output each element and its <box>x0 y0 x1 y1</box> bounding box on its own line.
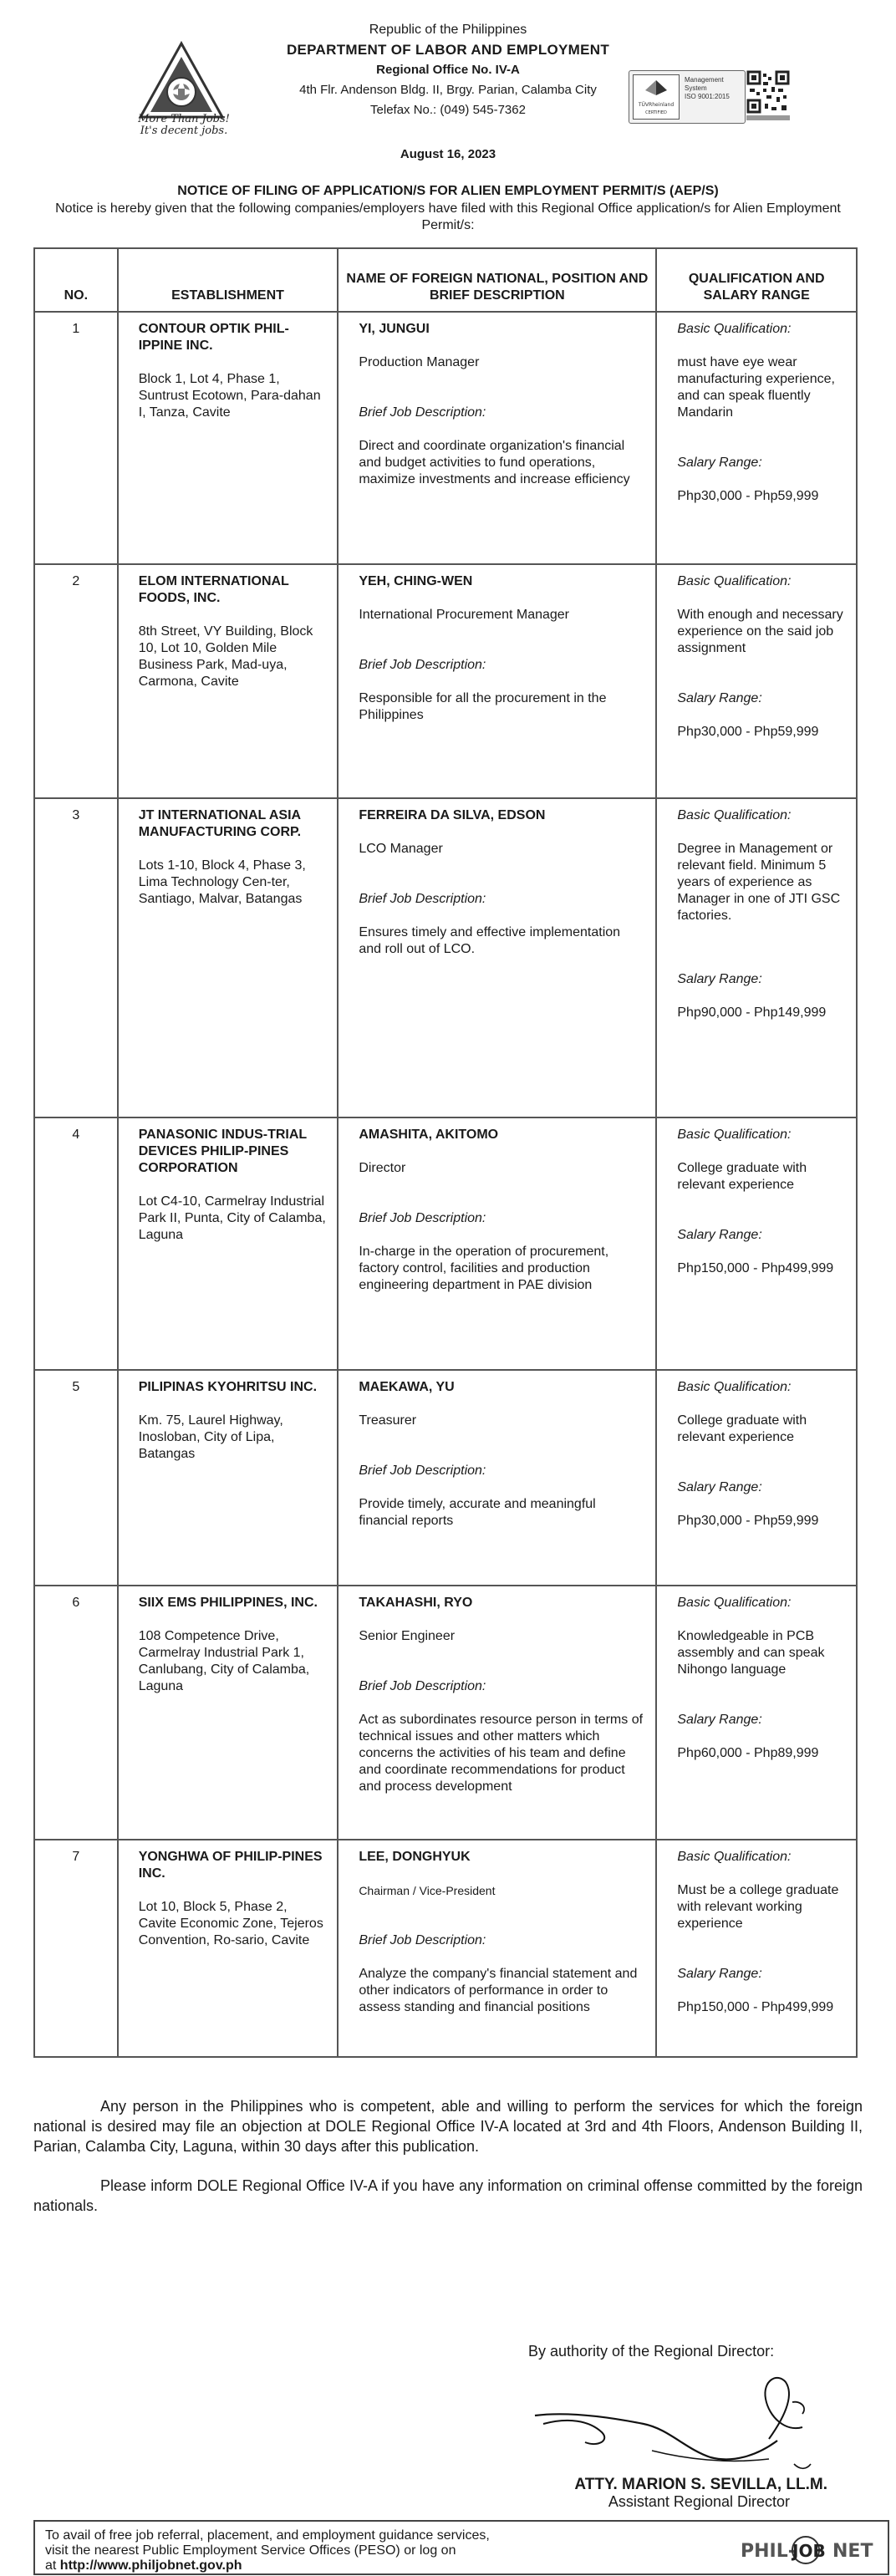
establishment-address: Lots 1-10, Block 4, Phase 3, Lima Technology Cen-ter, Santiago, Malvar, Batangas <box>138 858 306 906</box>
salary-range-label: Salary Range: <box>677 972 762 986</box>
foreign-national-name: AMASHITA, AKITOMO <box>359 1128 499 1142</box>
qualification-value: must have eye wear manufacturing experience, and can speak fluently Mandarin <box>677 355 835 420</box>
footer-line-1: To avail of free job referral, placement, and employment guidance services, <box>45 2528 490 2543</box>
row-number: 3 <box>34 798 118 1117</box>
logo-text-c: NET <box>832 2541 873 2562</box>
foreign-national-name: LEE, DONGHYUK <box>359 1850 471 1864</box>
regional-office: Regional Office No. IV-A <box>376 63 520 77</box>
notice-date: August 16, 2023 <box>400 147 496 161</box>
signatory-title: Assistant Regional Director <box>608 2493 790 2510</box>
position: LCO Manager <box>359 842 443 856</box>
office-address: 4th Flr. Andenson Bldg. II, Brgy. Parian, Calamba City <box>299 83 597 97</box>
objection-paragraph: Any person in the Philippines who is competent, able and willing to perform the services for which the foreign national is desired may file an objection at DOLE Regional Office IV-A located at 3rd and 4th Floors, Andenson Building II, Parian, Calamba City, Laguna, within 30 days after this publication. <box>33 2098 863 2155</box>
qualification-value: College graduate with relevant experience <box>677 1161 807 1192</box>
position: Production Manager <box>359 355 480 369</box>
establishment-cell <box>118 1840 339 2057</box>
establishment-name: PILIPINAS KYOHRITSU INC. <box>138 1380 318 1394</box>
letterhead <box>0 0 896 137</box>
authority-line: By authority of the Regional Director: <box>528 2343 775 2360</box>
establishment-name: PANASONIC INDUS-TRIAL DEVICES PHILIP-PINES CORPORATION <box>138 1128 307 1175</box>
establishment-cell <box>118 1117 339 1370</box>
qualification-cell <box>656 1586 857 1840</box>
salary-range-label: Salary Range: <box>677 1480 762 1494</box>
header-foreign-national: NAME OF FOREIGN NATIONAL, POSITION AND BRIEF DESCRIPTION <box>338 248 656 312</box>
job-description: Ensures timely and effective implementation and roll out of LCO. <box>359 925 621 956</box>
foreign-national-name: YEH, CHING-WEN <box>359 574 473 588</box>
table-header-row <box>34 248 857 312</box>
foreign-national-cell <box>338 1840 656 2057</box>
salary-value: Php150,000 - Php499,999 <box>677 2000 834 2014</box>
foreign-national-name: YI, JUNGUI <box>359 322 430 336</box>
foreign-national-cell <box>338 798 656 1117</box>
header-no: NO. <box>34 248 118 312</box>
table-row <box>34 312 857 564</box>
notice-subtitle: Notice is hereby given that the following companies/employers have filed with this Regional Office application/s for Alien Employment Permit/s: <box>55 201 841 232</box>
salary-value: Php30,000 - Php59,999 <box>677 489 819 503</box>
establishment-cell <box>118 1586 339 1840</box>
job-description: In-charge in the operation of procurement, factory control, facilities and production engineering department in PAE division <box>359 1245 609 1292</box>
tuv-badge-icon <box>633 74 680 120</box>
basic-qualification-label: Basic Qualification: <box>677 574 792 588</box>
cert-line-3: ISO 9001:2015 <box>685 93 730 100</box>
position: Treasurer <box>359 1413 417 1428</box>
position: Director <box>359 1161 406 1175</box>
foreign-national-cell <box>338 1586 656 1840</box>
row-number: 6 <box>34 1586 118 1840</box>
qr-code-icon <box>746 70 790 124</box>
establishment-name: ELOM INTERNATIONAL FOODS, INC. <box>138 574 289 605</box>
qualification-cell <box>656 1117 857 1370</box>
foreign-national-name: FERREIRA DA SILVA, EDSON <box>359 808 546 822</box>
footer-text <box>45 2528 490 2573</box>
qualification-cell <box>656 798 857 1117</box>
qualification-value: With enough and necessary experience on the said job assignment <box>677 608 843 655</box>
cert-line-2: System <box>685 84 707 92</box>
inform-paragraph: Please inform DOLE Regional Office IV-A if you have any information on criminal offense committed by the foreign nationals. <box>33 2177 863 2214</box>
table-row <box>34 564 857 798</box>
qualification-value: College graduate with relevant experience <box>677 1413 807 1444</box>
iso-certification <box>629 70 746 124</box>
position: Senior Engineer <box>359 1629 456 1643</box>
brief-description-label: Brief Job Description: <box>359 1464 486 1478</box>
job-description: Analyze the company's financial statement and other indicators of performance in order to assess standing and financial positions <box>359 1967 638 2014</box>
tagline-2: It's decent jobs. <box>140 125 228 137</box>
establishment-cell <box>118 312 339 564</box>
job-description: Direct and coordinate organization's financial and budget activities to fund operations, maximize investments and increase efficiency <box>359 439 630 486</box>
job-description: Provide timely, accurate and meaningful financial reports <box>359 1497 596 1528</box>
qualification-cell <box>656 1370 857 1586</box>
establishment-name: JT INTERNATIONAL ASIA MANUFACTURING CORP. <box>138 808 302 839</box>
salary-value: Php30,000 - Php59,999 <box>677 1514 819 1528</box>
handwritten-signature-icon <box>518 2365 819 2474</box>
qualification-value: Degree in Management or relevant field. Minimum 5 years of experience as Manager in one of JTI GSC factories. <box>677 842 841 923</box>
salary-range-label: Salary Range: <box>677 1967 762 1981</box>
cert-text <box>685 76 730 101</box>
brief-description-label: Brief Job Description: <box>359 405 486 420</box>
salary-range-label: Salary Range: <box>677 1713 762 1727</box>
department-name: DEPARTMENT OF LABOR AND EMPLOYMENT <box>286 42 610 58</box>
establishment-address: Lot 10, Block 5, Phase 2, Cavite Economic Zone, Tejeros Convention, Ro-sario, Cavite <box>138 1900 323 1947</box>
table-row <box>34 1117 857 1370</box>
basic-qualification-label: Basic Qualification: <box>677 1128 792 1142</box>
job-description: Act as subordinates resource person in terms of technical issues and other matters which concerns the activities of his team and define and coordinate recommendations for product and process development <box>359 1713 644 1794</box>
republic-line: Republic of the Philippines <box>369 23 527 37</box>
philjobnet-logo-icon <box>739 2533 881 2567</box>
salary-range-label: Salary Range: <box>677 1228 762 1242</box>
row-number: 1 <box>34 312 118 564</box>
footer-line-2: visit the nearest Public Employment Service Offices (PESO) or log on <box>45 2543 456 2558</box>
logo-text-b: JOB <box>792 2541 826 2561</box>
logo-text-a: PHIL- <box>741 2541 796 2562</box>
brief-description-label: Brief Job Description: <box>359 1211 486 1225</box>
philjobnet-link[interactable]: http://www.philjobnet.gov.ph <box>59 2558 242 2573</box>
qualification-value: Knowledgeable in PCB assembly and can speak Nihongo language <box>677 1629 825 1677</box>
qualification-cell <box>656 1840 857 2057</box>
basic-qualification-label: Basic Qualification: <box>677 1380 792 1394</box>
header-establishment: ESTABLISHMENT <box>118 248 339 312</box>
row-number: 2 <box>34 564 118 798</box>
brief-description-label: Brief Job Description: <box>359 658 486 672</box>
basic-qualification-label: Basic Qualification: <box>677 1850 792 1864</box>
brief-description-label: Brief Job Description: <box>359 1933 486 1947</box>
establishment-name: CONTOUR OPTIK PHIL-IPPINE INC. <box>138 322 289 353</box>
foreign-national-name: MAEKAWA, YU <box>359 1380 455 1394</box>
brief-description-label: Brief Job Description: <box>359 892 486 906</box>
salary-value: Php150,000 - Php499,999 <box>677 1261 834 1275</box>
establishment-cell <box>118 1370 339 1586</box>
establishment-name: YONGHWA OF PHILIP-PINES INC. <box>138 1850 323 1881</box>
establishment-address: Km. 75, Laurel Highway, Inosloban, City of Lipa, Batangas <box>138 1413 283 1461</box>
establishment-address: 108 Competence Drive, Carmelray Industrial Park 1, Canlubang, City of Calamba, Laguna <box>138 1629 310 1693</box>
foreign-national-cell <box>338 564 656 798</box>
header-qualification: QUALIFICATION AND SALARY RANGE <box>656 248 857 312</box>
table-row <box>34 1370 857 1586</box>
position: International Procurement Manager <box>359 608 570 622</box>
row-number: 7 <box>34 1840 118 2057</box>
brief-description-label: Brief Job Description: <box>359 1679 486 1693</box>
salary-value: Php90,000 - Php149,999 <box>677 1005 827 1020</box>
establishment-name: SIIX EMS PHILIPPINES, INC. <box>138 1596 318 1610</box>
establishment-cell <box>118 798 339 1117</box>
salary-value: Php30,000 - Php59,999 <box>677 725 819 739</box>
row-number: 5 <box>34 1370 118 1586</box>
position: Chairman / Vice-President <box>359 1884 496 1897</box>
salary-range-label: Salary Range: <box>677 456 762 470</box>
notice-title: NOTICE OF FILING OF APPLICATION/S FOR ALIEN EMPLOYMENT PERMIT/S (AEP/S) <box>177 184 719 198</box>
table-row <box>34 1586 857 1840</box>
cert-badge-text: TÜVRheinland <box>638 102 675 108</box>
footer-box <box>33 2520 889 2575</box>
establishment-address: Lot C4-10, Carmelray Industrial Park II, Punta, City of Calamba, Laguna <box>138 1194 326 1242</box>
qualification-value: Must be a college graduate with relevant working experience <box>677 1883 839 1931</box>
cert-line-1: Management <box>685 76 724 84</box>
aep-table <box>33 247 858 2058</box>
table-row <box>34 1840 857 2057</box>
establishment-address: 8th Street, VY Building, Block 10, Lot 10, Golden Mile Business Park, Mad-uya, Carmona, Cavite <box>138 624 313 689</box>
salary-range-label: Salary Range: <box>677 691 762 705</box>
establishment-cell <box>118 564 339 798</box>
foreign-national-cell <box>338 1370 656 1586</box>
row-number: 4 <box>34 1117 118 1370</box>
basic-qualification-label: Basic Qualification: <box>677 322 792 336</box>
telefax: Telefax No.: (049) 545-7362 <box>370 103 526 117</box>
foreign-national-name: TAKAHASHI, RYO <box>359 1596 473 1610</box>
job-description: Responsible for all the procurement in the Philippines <box>359 691 607 722</box>
foreign-national-cell <box>338 1117 656 1370</box>
basic-qualification-label: Basic Qualification: <box>677 808 792 822</box>
footer-line-3 <box>45 2558 490 2573</box>
basic-qualification-label: Basic Qualification: <box>677 1596 792 1610</box>
salary-value: Php60,000 - Php89,999 <box>677 1746 819 1760</box>
tagline-1: More Than Jobs! <box>138 113 230 125</box>
establishment-address: Block 1, Lot 4, Phase 1, Suntrust Ecotown, Para-dahan I, Tanza, Cavite <box>138 372 321 420</box>
table-row <box>34 798 857 1117</box>
footer-line-3-prefix: at <box>45 2558 60 2573</box>
qualification-cell <box>656 312 857 564</box>
foreign-national-cell <box>338 312 656 564</box>
signatory-name: ATTY. MARION S. SEVILLA, LL.M. <box>574 2476 827 2493</box>
cert-badge-text-2: CERTIFIED <box>645 110 667 115</box>
qualification-cell <box>656 564 857 798</box>
